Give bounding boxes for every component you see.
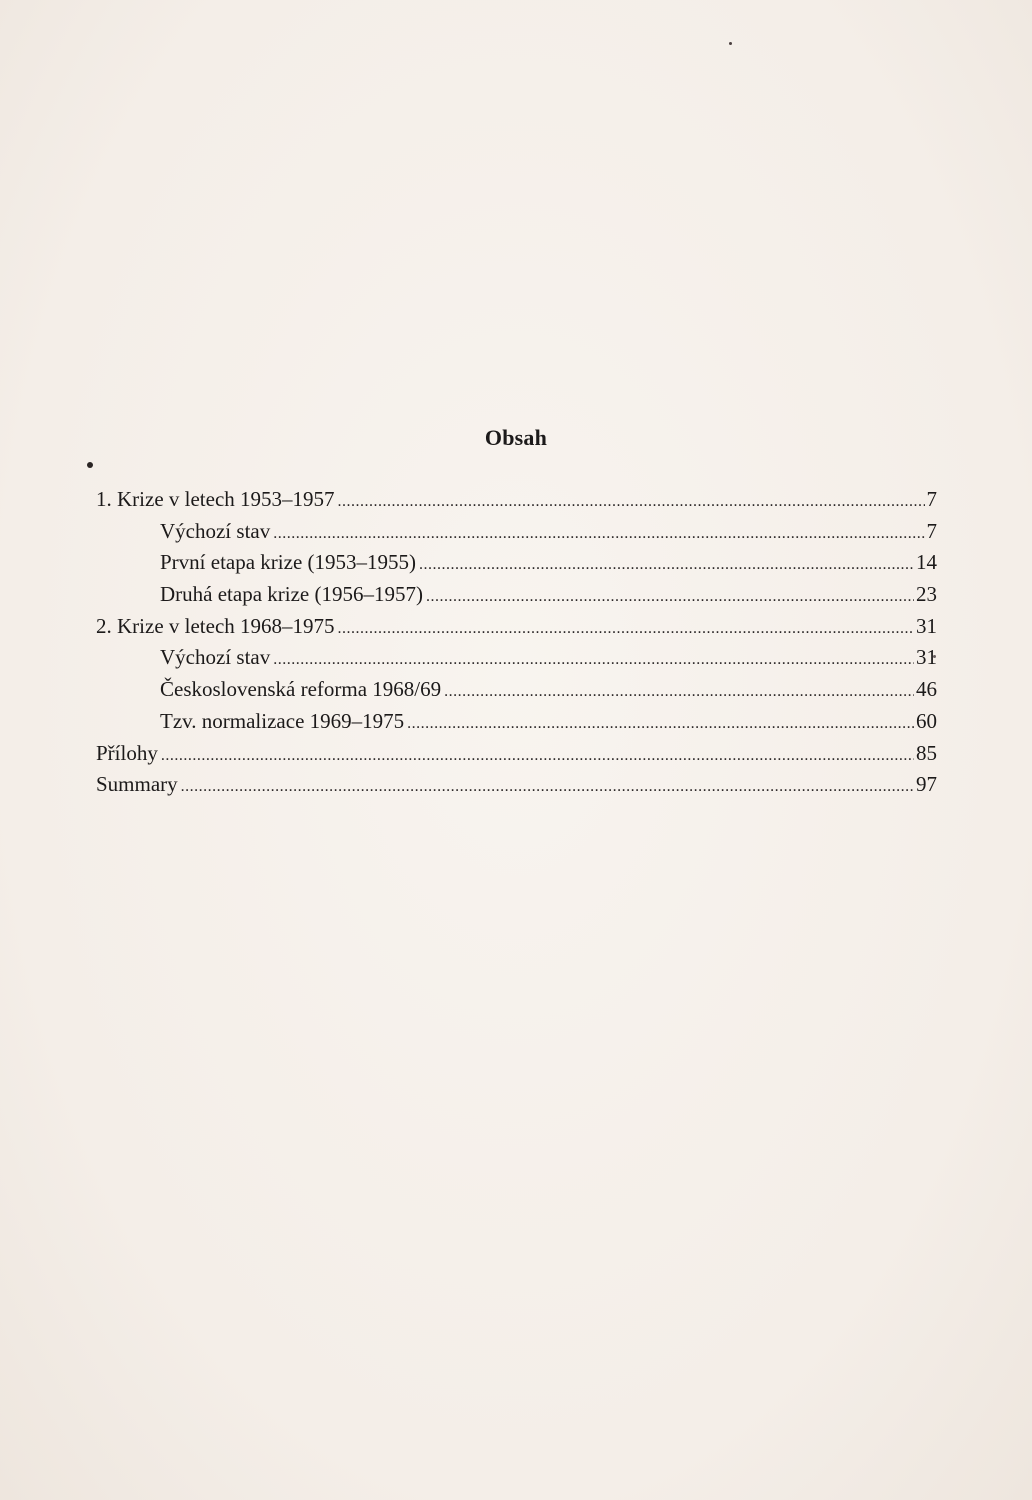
toc-page-number: 23	[916, 582, 937, 607]
dot-leader	[273, 518, 924, 550]
toc-page-number: 97	[916, 772, 937, 797]
dot-leader	[338, 613, 914, 645]
toc-entry-label: Výchozí stav	[160, 518, 271, 543]
ink-speck	[729, 42, 732, 45]
toc-entry-label: První etapa krize (1953–1955)	[160, 550, 417, 575]
dot-leader	[419, 549, 914, 581]
dot-leader	[181, 771, 914, 803]
dot-leader	[161, 740, 914, 772]
toc-page-number: 7	[926, 487, 937, 511]
toc-page-number: 14	[916, 550, 937, 575]
toc-section-1-3	[96, 579, 937, 611]
toc-entry-label: Výchozí stav	[160, 645, 271, 670]
toc-entry-label: Druhá etapa krize (1956–1957)	[160, 582, 423, 607]
toc-section-2-1	[96, 642, 937, 674]
toc-summary	[96, 769, 937, 801]
toc-entry-label: Československá reforma 1968/69	[160, 677, 442, 702]
toc-appendices	[96, 738, 937, 770]
toc-chapter-2	[96, 611, 937, 643]
toc-entry-label: 2. Krize v letech 1968–1975	[96, 613, 335, 638]
toc-section-1-1	[96, 516, 937, 548]
toc-page-number: 31	[916, 613, 937, 638]
table-of-contents	[96, 484, 937, 801]
toc-entry-label: Tzv. normalizace 1969–1975	[160, 708, 405, 733]
toc-entry-label: 1. Krize v letech 1953–1957	[96, 487, 335, 511]
toc-page-number: 7	[926, 518, 937, 543]
toc-chapter-1	[96, 484, 937, 516]
dot-leader	[426, 581, 914, 613]
dot-leader	[444, 676, 914, 708]
toc-entry-label: Přílohy	[96, 740, 158, 765]
dot-leader	[407, 708, 914, 740]
dot-leader	[338, 486, 925, 518]
toc-page-number: 46	[916, 677, 937, 702]
toc-page-number: 60	[916, 708, 937, 733]
toc-heading: Obsah	[484, 425, 548, 450]
ink-speck	[87, 462, 93, 468]
toc-section-2-3	[96, 706, 937, 738]
toc-page-number: 85	[916, 740, 937, 765]
toc-section-1-2	[96, 547, 937, 579]
toc-entry-label: Summary	[96, 772, 178, 797]
toc-page-number: 31	[916, 645, 937, 670]
toc-section-2-2	[96, 674, 937, 706]
dot-leader	[273, 644, 914, 676]
